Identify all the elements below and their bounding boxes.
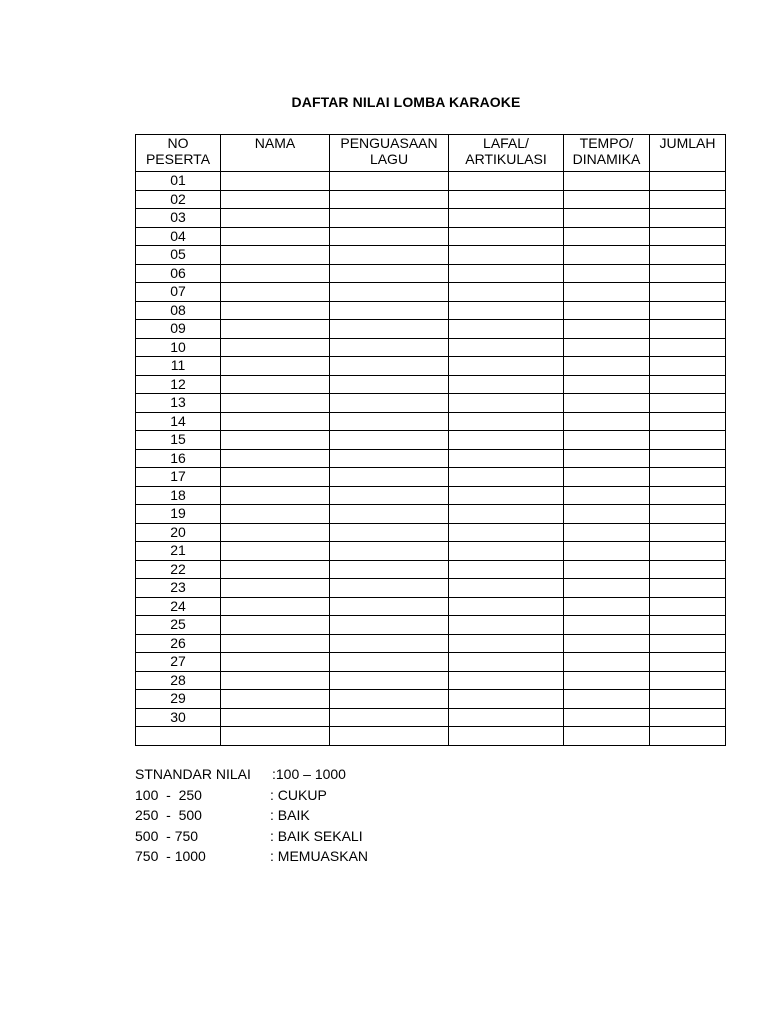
table-row <box>136 209 726 228</box>
score-cell[interactable] <box>564 690 650 709</box>
score-cell[interactable] <box>650 505 726 524</box>
score-cell[interactable] <box>650 542 726 561</box>
score-cell[interactable] <box>330 431 449 450</box>
score-cell[interactable] <box>449 616 564 635</box>
participant-number-cell: 16 <box>136 449 221 468</box>
score-cell[interactable] <box>650 209 726 228</box>
score-cell[interactable] <box>650 172 726 191</box>
score-cell[interactable] <box>650 246 726 265</box>
score-cell[interactable] <box>221 616 330 635</box>
score-cell[interactable] <box>221 690 330 709</box>
score-cell[interactable] <box>221 209 330 228</box>
score-cell[interactable] <box>650 283 726 302</box>
score-cell[interactable] <box>564 431 650 450</box>
score-cell[interactable] <box>221 264 330 283</box>
score-cell[interactable] <box>330 283 449 302</box>
column-header-line: DINAMIKA <box>572 151 641 167</box>
score-cell[interactable] <box>330 505 449 524</box>
score-cell[interactable] <box>221 708 330 727</box>
score-cell[interactable] <box>564 394 650 413</box>
score-cell[interactable] <box>330 394 449 413</box>
score-cell[interactable] <box>564 246 650 265</box>
participant-number-cell: 21 <box>136 542 221 561</box>
score-cell[interactable] <box>330 468 449 487</box>
score-cell[interactable] <box>221 486 330 505</box>
column-header-line: NAMA <box>254 135 296 151</box>
score-cell[interactable] <box>330 301 449 320</box>
column-header-line: NO <box>167 135 189 151</box>
score-cell[interactable] <box>650 338 726 357</box>
score-cell[interactable] <box>330 727 449 746</box>
score-cell[interactable] <box>564 708 650 727</box>
participant-number-cell: 05 <box>136 246 221 265</box>
score-cell[interactable] <box>449 486 564 505</box>
participant-number-cell: 01 <box>136 172 221 191</box>
score-cell[interactable] <box>449 523 564 542</box>
participant-number-cell: 02 <box>136 190 221 209</box>
table-row <box>136 172 726 191</box>
table-row <box>136 264 726 283</box>
score-cell[interactable] <box>564 523 650 542</box>
score-cell[interactable] <box>650 320 726 339</box>
column-header <box>221 135 330 172</box>
score-cell[interactable] <box>564 486 650 505</box>
table-row <box>136 560 726 579</box>
table-row <box>136 505 726 524</box>
table-row <box>136 357 726 376</box>
score-cell[interactable] <box>650 579 726 598</box>
participant-number-cell: 08 <box>136 301 221 320</box>
participant-number-cell: 24 <box>136 597 221 616</box>
table-row <box>136 227 726 246</box>
participant-number-cell: 10 <box>136 338 221 357</box>
score-cell[interactable] <box>449 671 564 690</box>
score-cell[interactable] <box>650 597 726 616</box>
legend-heading-value: :100 – 1000 <box>272 766 346 782</box>
score-cell[interactable] <box>564 190 650 209</box>
score-cell[interactable] <box>650 431 726 450</box>
score-cell[interactable] <box>330 597 449 616</box>
table-row <box>136 523 726 542</box>
score-cell[interactable] <box>449 727 564 746</box>
score-cell[interactable] <box>449 412 564 431</box>
score-cell[interactable] <box>221 560 330 579</box>
legend-item <box>135 805 310 826</box>
score-cell[interactable] <box>449 690 564 709</box>
score-cell[interactable] <box>650 301 726 320</box>
column-header-line: ARTIKULASI <box>465 151 547 167</box>
score-cell[interactable] <box>221 246 330 265</box>
column-header-line: LAFAL/ <box>483 135 529 151</box>
score-cell[interactable] <box>449 172 564 191</box>
score-cell[interactable] <box>221 431 330 450</box>
participant-number-cell: 27 <box>136 653 221 672</box>
page-title: DAFTAR NILAI LOMBA KARAOKE <box>291 94 521 110</box>
participant-number-cell: 17 <box>136 468 221 487</box>
table-row <box>136 394 726 413</box>
score-cell[interactable] <box>330 449 449 468</box>
score-cell[interactable] <box>330 542 449 561</box>
score-cell[interactable] <box>650 560 726 579</box>
score-cell[interactable] <box>449 542 564 561</box>
score-cell[interactable] <box>221 505 330 524</box>
score-cell[interactable] <box>221 579 330 598</box>
score-cell[interactable] <box>221 671 330 690</box>
participant-number-cell: 20 <box>136 523 221 542</box>
score-cell[interactable] <box>650 690 726 709</box>
score-cell[interactable] <box>449 264 564 283</box>
score-cell[interactable] <box>564 505 650 524</box>
score-table <box>135 134 726 746</box>
score-cell[interactable] <box>564 375 650 394</box>
table-row <box>136 338 726 357</box>
participant-number-cell: 18 <box>136 486 221 505</box>
score-cell[interactable] <box>449 560 564 579</box>
participant-number-cell: 03 <box>136 209 221 228</box>
table-row <box>136 708 726 727</box>
score-cell[interactable] <box>564 338 650 357</box>
legend-description: : CUKUP <box>270 786 327 803</box>
score-cell[interactable] <box>650 357 726 376</box>
legend-item <box>135 846 369 867</box>
score-cell[interactable] <box>650 653 726 672</box>
score-cell[interactable] <box>449 708 564 727</box>
score-cell[interactable] <box>564 579 650 598</box>
legend-item <box>135 826 363 847</box>
score-cell[interactable] <box>221 375 330 394</box>
score-cell[interactable] <box>564 412 650 431</box>
table-row <box>136 486 726 505</box>
score-cell[interactable] <box>221 597 330 616</box>
legend-description: : BAIK SEKALI <box>270 827 363 844</box>
table-row <box>136 671 726 690</box>
participant-number-cell: 22 <box>136 560 221 579</box>
score-cell[interactable] <box>449 227 564 246</box>
score-cell[interactable] <box>564 172 650 191</box>
table-body <box>136 172 726 746</box>
legend-heading <box>135 764 346 785</box>
score-cell[interactable] <box>564 671 650 690</box>
score-cell[interactable] <box>449 394 564 413</box>
score-cell[interactable] <box>221 653 330 672</box>
participant-number-cell: 13 <box>136 394 221 413</box>
score-cell[interactable] <box>564 616 650 635</box>
score-cell[interactable] <box>221 449 330 468</box>
score-cell[interactable] <box>449 246 564 265</box>
score-cell[interactable] <box>449 301 564 320</box>
score-cell[interactable] <box>330 375 449 394</box>
column-header <box>330 135 449 172</box>
score-cell[interactable] <box>564 560 650 579</box>
legend-range: 250 - 500 <box>135 807 202 823</box>
score-cell[interactable] <box>330 209 449 228</box>
score-cell[interactable] <box>221 338 330 357</box>
score-cell[interactable] <box>330 320 449 339</box>
score-cell[interactable] <box>330 690 449 709</box>
participant-number-cell: 26 <box>136 634 221 653</box>
participant-number-cell: 14 <box>136 412 221 431</box>
score-cell[interactable] <box>449 449 564 468</box>
legend-heading-label: STNANDAR NILAI <box>135 766 251 782</box>
score-cell[interactable] <box>650 486 726 505</box>
score-cell[interactable] <box>650 190 726 209</box>
table-row <box>136 542 726 561</box>
participant-number-cell: 23 <box>136 579 221 598</box>
column-header-line: PENGUASAAN <box>340 135 438 151</box>
score-cell[interactable] <box>221 357 330 376</box>
score-cell[interactable] <box>564 357 650 376</box>
score-cell[interactable] <box>449 468 564 487</box>
score-cell[interactable] <box>330 190 449 209</box>
score-cell[interactable] <box>221 190 330 209</box>
score-cell[interactable] <box>449 579 564 598</box>
score-cell[interactable] <box>564 320 650 339</box>
score-cell[interactable] <box>330 579 449 598</box>
score-cell[interactable] <box>650 708 726 727</box>
score-cell[interactable] <box>221 468 330 487</box>
score-cell[interactable] <box>449 634 564 653</box>
table-header <box>136 135 726 172</box>
table-row <box>136 320 726 339</box>
score-cell[interactable] <box>330 486 449 505</box>
legend-item <box>135 785 327 806</box>
score-cell[interactable] <box>221 172 330 191</box>
table-row <box>136 597 726 616</box>
legend-items <box>135 785 369 867</box>
score-cell[interactable] <box>449 375 564 394</box>
column-header-line: JUMLAH <box>659 135 716 151</box>
table-row <box>136 431 726 450</box>
table-row <box>136 283 726 302</box>
score-cell[interactable] <box>330 172 449 191</box>
score-cell[interactable] <box>221 283 330 302</box>
score-cell[interactable] <box>330 357 449 376</box>
score-cell[interactable] <box>449 653 564 672</box>
score-cell[interactable] <box>330 708 449 727</box>
score-cell[interactable] <box>449 338 564 357</box>
score-cell[interactable] <box>650 449 726 468</box>
score-cell[interactable] <box>330 616 449 635</box>
participant-number-cell: 09 <box>136 320 221 339</box>
score-cell[interactable] <box>564 653 650 672</box>
score-cell[interactable] <box>449 190 564 209</box>
score-cell[interactable] <box>221 394 330 413</box>
score-cell[interactable] <box>221 727 330 746</box>
legend-description: : MEMUASKAN <box>270 848 369 864</box>
score-cell[interactable] <box>650 616 726 635</box>
participant-number-cell: 19 <box>136 505 221 524</box>
header-row <box>136 135 726 172</box>
participant-number-cell: 04 <box>136 227 221 246</box>
score-cell[interactable] <box>449 209 564 228</box>
score-cell[interactable] <box>449 431 564 450</box>
legend-range: 750 - 1000 <box>135 848 206 864</box>
score-cell[interactable] <box>650 412 726 431</box>
score-cell[interactable] <box>449 505 564 524</box>
score-cell[interactable] <box>564 227 650 246</box>
score-cell[interactable] <box>330 671 449 690</box>
participant-number-cell <box>136 727 221 746</box>
score-cell[interactable] <box>330 560 449 579</box>
score-cell[interactable] <box>449 597 564 616</box>
participant-number-cell: 11 <box>136 357 221 376</box>
score-cell[interactable] <box>330 246 449 265</box>
column-header-line: PESERTA <box>145 151 211 167</box>
score-cell[interactable] <box>221 412 330 431</box>
column-header-line: TEMPO/ <box>579 135 634 151</box>
table-row <box>136 190 726 209</box>
score-cell[interactable] <box>564 597 650 616</box>
score-cell[interactable] <box>564 264 650 283</box>
score-cell[interactable] <box>650 727 726 746</box>
participant-number-cell: 12 <box>136 375 221 394</box>
table-row <box>136 449 726 468</box>
score-cell[interactable] <box>564 727 650 746</box>
score-legend <box>135 764 369 867</box>
column-header-line: LAGU <box>369 151 409 167</box>
score-cell[interactable] <box>449 357 564 376</box>
score-cell[interactable] <box>330 653 449 672</box>
table-row <box>136 375 726 394</box>
score-cell[interactable] <box>330 412 449 431</box>
table-row <box>136 301 726 320</box>
score-cell[interactable] <box>221 227 330 246</box>
score-cell[interactable] <box>650 227 726 246</box>
score-cell[interactable] <box>650 394 726 413</box>
score-cell[interactable] <box>221 634 330 653</box>
score-cell[interactable] <box>564 301 650 320</box>
score-cell[interactable] <box>221 542 330 561</box>
table-row <box>136 690 726 709</box>
table-row <box>136 616 726 635</box>
score-cell[interactable] <box>330 227 449 246</box>
score-cell[interactable] <box>564 542 650 561</box>
legend-range: 500 - 750 <box>135 827 199 844</box>
score-cell[interactable] <box>650 264 726 283</box>
column-header <box>449 135 564 172</box>
score-cell[interactable] <box>221 301 330 320</box>
score-cell[interactable] <box>330 338 449 357</box>
table-row <box>136 412 726 431</box>
participant-number-cell: 28 <box>136 671 221 690</box>
participant-number-cell: 15 <box>136 431 221 450</box>
participant-number-cell: 07 <box>136 283 221 302</box>
participant-number-cell: 30 <box>136 708 221 727</box>
score-cell[interactable] <box>564 449 650 468</box>
score-cell[interactable] <box>650 671 726 690</box>
table-row <box>136 634 726 653</box>
score-cell[interactable] <box>221 523 330 542</box>
column-header <box>650 135 726 172</box>
score-cell[interactable] <box>330 634 449 653</box>
score-cell[interactable] <box>330 264 449 283</box>
score-cell[interactable] <box>449 283 564 302</box>
participant-number-cell: 29 <box>136 690 221 709</box>
score-cell[interactable] <box>221 320 330 339</box>
score-cell[interactable] <box>564 634 650 653</box>
score-cell[interactable] <box>564 283 650 302</box>
participant-number-cell: 25 <box>136 616 221 635</box>
legend-description: : BAIK <box>270 807 310 823</box>
table-row <box>136 653 726 672</box>
score-cell[interactable] <box>564 209 650 228</box>
score-cell[interactable] <box>650 375 726 394</box>
score-cell[interactable] <box>330 523 449 542</box>
score-cell[interactable] <box>449 320 564 339</box>
column-header <box>564 135 650 172</box>
score-cell[interactable] <box>564 468 650 487</box>
score-cell[interactable] <box>650 634 726 653</box>
legend-range: 100 - 250 <box>135 786 202 803</box>
score-cell[interactable] <box>650 468 726 487</box>
table-row <box>136 727 726 746</box>
table-row <box>136 579 726 598</box>
table-row <box>136 246 726 265</box>
score-cell[interactable] <box>650 523 726 542</box>
column-header <box>136 135 221 172</box>
participant-number-cell: 06 <box>136 264 221 283</box>
table-row <box>136 468 726 487</box>
